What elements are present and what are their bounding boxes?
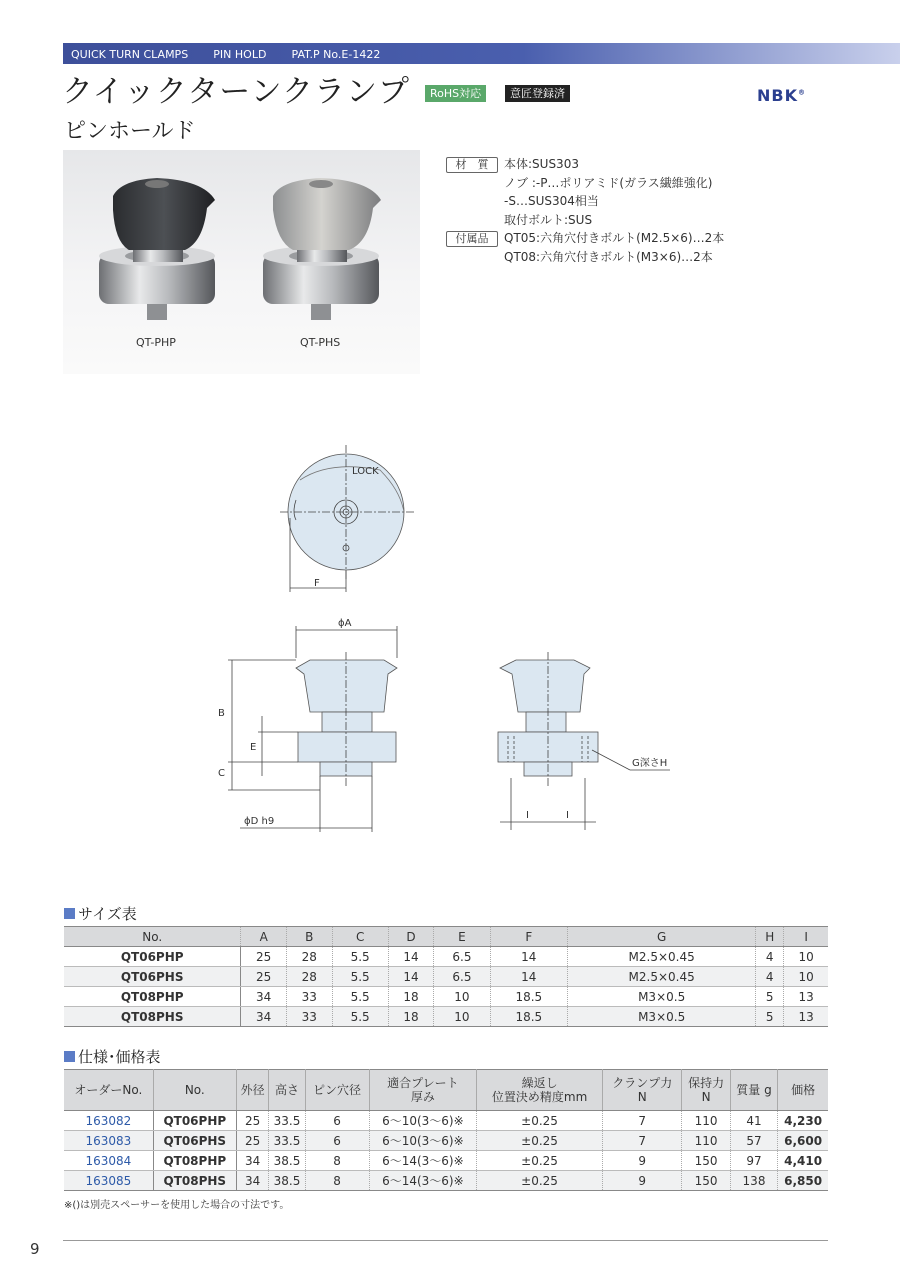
table-row: [64, 1171, 828, 1191]
page-title: クイックターンクランプ: [62, 74, 410, 110]
spec-line: ノブ :-P…ポリアミド(ガラス繊維強化): [504, 175, 713, 190]
table-cell: 5: [756, 1007, 784, 1027]
table-cell: 10: [434, 987, 490, 1007]
table-cell: 28: [286, 967, 332, 987]
table-header: 繰返し 位置決め精度mm: [477, 1070, 603, 1111]
table-cell: 6,850: [778, 1171, 828, 1191]
table-cell: ±0.25: [477, 1131, 603, 1151]
photo-caption-left: QT-PHP: [136, 336, 176, 349]
dim-d: ϕD h9: [244, 816, 275, 827]
table-cell: 4,410: [778, 1151, 828, 1171]
table-cell: 14: [490, 967, 568, 987]
table-cell: 57: [730, 1131, 778, 1151]
table-cell: 13: [784, 1007, 828, 1027]
table-cell: QT06PHS: [153, 1131, 236, 1151]
table-header: 外径: [236, 1070, 269, 1111]
size-table-title: サイズ表: [64, 903, 137, 924]
table-row: [64, 967, 828, 987]
table-cell: 5.5: [332, 947, 388, 967]
dim-c: C: [218, 768, 225, 779]
table-header: 適合プレート 厚み: [369, 1070, 477, 1111]
table-cell: 9: [602, 1151, 682, 1171]
table-cell: 34: [236, 1151, 269, 1171]
table-cell: 33.5: [269, 1111, 305, 1131]
table-cell: QT08PHP: [153, 1151, 236, 1171]
table-cell: 33.5: [269, 1131, 305, 1151]
table-cell: 34: [241, 987, 287, 1007]
table-cell: 4: [756, 947, 784, 967]
table-cell: 25: [236, 1111, 269, 1131]
table-row: [64, 987, 828, 1007]
technical-drawing: [200, 440, 700, 840]
dim-e: E: [250, 742, 257, 753]
table-header: H: [756, 927, 784, 947]
table-cell: QT08PHS: [153, 1171, 236, 1191]
table-cell: M2.5×0.45: [568, 967, 756, 987]
table-cell: QT06PHP: [153, 1111, 236, 1131]
table-header: F: [490, 927, 568, 947]
table-cell: 25: [236, 1131, 269, 1151]
table-cell: 5.5: [332, 987, 388, 1007]
qt-php-product: [99, 178, 215, 320]
table-cell: 18: [388, 987, 434, 1007]
table-header: ピン穴径: [305, 1070, 369, 1111]
table-cell: 110: [682, 1131, 730, 1151]
table-header: No.: [64, 927, 241, 947]
dim-f: F: [314, 578, 320, 589]
table-cell: 34: [241, 1007, 287, 1027]
header-item: PAT.P No.E-1422: [291, 48, 381, 61]
spec-price-table: [64, 1069, 828, 1191]
header-item: PIN HOLD: [213, 48, 267, 61]
nbk-logo: NBK®: [757, 86, 806, 105]
dim-b: B: [218, 708, 225, 719]
product-illustration: [63, 150, 420, 374]
table-header: クランプ力 N: [602, 1070, 682, 1111]
product-photo: [63, 150, 420, 374]
table-header: G: [568, 927, 756, 947]
qt-phs-product: [263, 178, 381, 320]
table-header: D: [388, 927, 434, 947]
page-subtitle: ピンホールド: [64, 119, 196, 144]
table-cell: 25: [241, 947, 287, 967]
table-cell: 18.5: [490, 1007, 568, 1027]
spec-line: QT05:六角穴付きボルト(M2.5×6)…2本: [504, 231, 725, 245]
table-cell: M3×0.5: [568, 1007, 756, 1027]
table-cell: 10: [784, 947, 828, 967]
table-header: オーダーNo.: [64, 1070, 153, 1111]
table-cell: 4: [756, 967, 784, 987]
table-cell: 150: [682, 1151, 730, 1171]
lock-label: LOCK: [352, 466, 379, 477]
table-cell: 9: [602, 1171, 682, 1191]
table-cell: 5.5: [332, 1007, 388, 1027]
table-cell: 18.5: [490, 987, 568, 1007]
material-label: 材 質: [446, 157, 498, 173]
table-cell: ±0.25: [477, 1111, 603, 1131]
table-cell: 163083: [64, 1131, 153, 1151]
table-cell: 10: [434, 1007, 490, 1027]
table-cell: 6: [305, 1131, 369, 1151]
table-cell: QT08PHP: [64, 987, 241, 1007]
table-row: [64, 1111, 828, 1131]
design-registered-badge: 意匠登録済: [505, 85, 570, 102]
table-cell: 14: [388, 967, 434, 987]
table-cell: 8: [305, 1171, 369, 1191]
table-row: [64, 1131, 828, 1151]
spec-line: QT08:六角穴付きボルト(M3×6)…2本: [504, 249, 713, 264]
table-cell: 7: [602, 1131, 682, 1151]
table-cell: 163085: [64, 1171, 153, 1191]
spec-line: 本体:SUS303: [504, 157, 579, 171]
table-cell: 18: [388, 1007, 434, 1027]
table-cell: 33: [286, 987, 332, 1007]
table-row: [64, 1007, 828, 1027]
table-header: 保持力 N: [682, 1070, 730, 1111]
dim-a: ϕA: [338, 618, 352, 629]
header-item: QUICK TURN CLAMPS: [71, 48, 189, 61]
page-number: 9: [30, 1240, 40, 1258]
table-cell: 33: [286, 1007, 332, 1027]
table-cell: QT06PHP: [64, 947, 241, 967]
dim-i-left: I: [526, 810, 529, 821]
table-header: B: [286, 927, 332, 947]
table-cell: 4,230: [778, 1111, 828, 1131]
table-cell: 5.5: [332, 967, 388, 987]
table-row: [64, 947, 828, 967]
table-cell: 6: [305, 1111, 369, 1131]
table-cell: 25: [241, 967, 287, 987]
table-cell: QT06PHS: [64, 967, 241, 987]
table-cell: 14: [388, 947, 434, 967]
spec-line: -S…SUS304相当: [504, 194, 599, 208]
table-cell: 110: [682, 1111, 730, 1131]
table-cell: 150: [682, 1171, 730, 1191]
table-cell: 34: [236, 1171, 269, 1191]
table-cell: 6.5: [434, 967, 490, 987]
table-cell: 38.5: [269, 1171, 305, 1191]
table-cell: 41: [730, 1111, 778, 1131]
table-header: 質量 g: [730, 1070, 778, 1111]
table-cell: 28: [286, 947, 332, 967]
table-cell: 6〜10(3〜6)※: [369, 1131, 477, 1151]
table-header: E: [434, 927, 490, 947]
table-header: 価格: [778, 1070, 828, 1111]
table-cell: QT08PHS: [64, 1007, 241, 1027]
table-cell: 138: [730, 1171, 778, 1191]
table-header: I: [784, 927, 828, 947]
table-cell: 10: [784, 967, 828, 987]
table-cell: ±0.25: [477, 1151, 603, 1171]
table-header: No.: [153, 1070, 236, 1111]
table-cell: 13: [784, 987, 828, 1007]
table-cell: 97: [730, 1151, 778, 1171]
table-cell: 8: [305, 1151, 369, 1171]
table-row: [64, 1151, 828, 1171]
table-cell: 7: [602, 1111, 682, 1131]
table-cell: 38.5: [269, 1151, 305, 1171]
table-cell: 6〜14(3〜6)※: [369, 1171, 477, 1191]
table-cell: 6,600: [778, 1131, 828, 1151]
spec-table-title: 仕様･価格表: [64, 1046, 161, 1067]
table-cell: 6〜10(3〜6)※: [369, 1111, 477, 1131]
dim-i-right: I: [566, 810, 569, 821]
photo-caption-right: QT-PHS: [300, 336, 341, 349]
table-cell: 163082: [64, 1111, 153, 1131]
header-bar: [63, 43, 900, 64]
footnote: ※()は別売スペーサーを使用した場合の寸法です。: [64, 1200, 290, 1211]
table-header: A: [241, 927, 287, 947]
size-table: [64, 926, 828, 1027]
table-header: C: [332, 927, 388, 947]
spec-line: 取付ボルト:SUS: [504, 212, 593, 227]
footer-divider: [63, 1240, 828, 1241]
table-cell: M3×0.5: [568, 987, 756, 1007]
dim-g: G深さH: [632, 758, 668, 769]
accessory-label: 付属品: [446, 231, 498, 247]
table-cell: M2.5×0.45: [568, 947, 756, 967]
table-header: 高さ: [269, 1070, 305, 1111]
table-cell: 5: [756, 987, 784, 1007]
table-cell: 6.5: [434, 947, 490, 967]
material-spec: [446, 155, 724, 266]
table-cell: 6〜14(3〜6)※: [369, 1151, 477, 1171]
table-cell: ±0.25: [477, 1171, 603, 1191]
table-cell: 163084: [64, 1151, 153, 1171]
table-cell: 14: [490, 947, 568, 967]
rohs-badge: RoHS対応: [425, 85, 486, 102]
